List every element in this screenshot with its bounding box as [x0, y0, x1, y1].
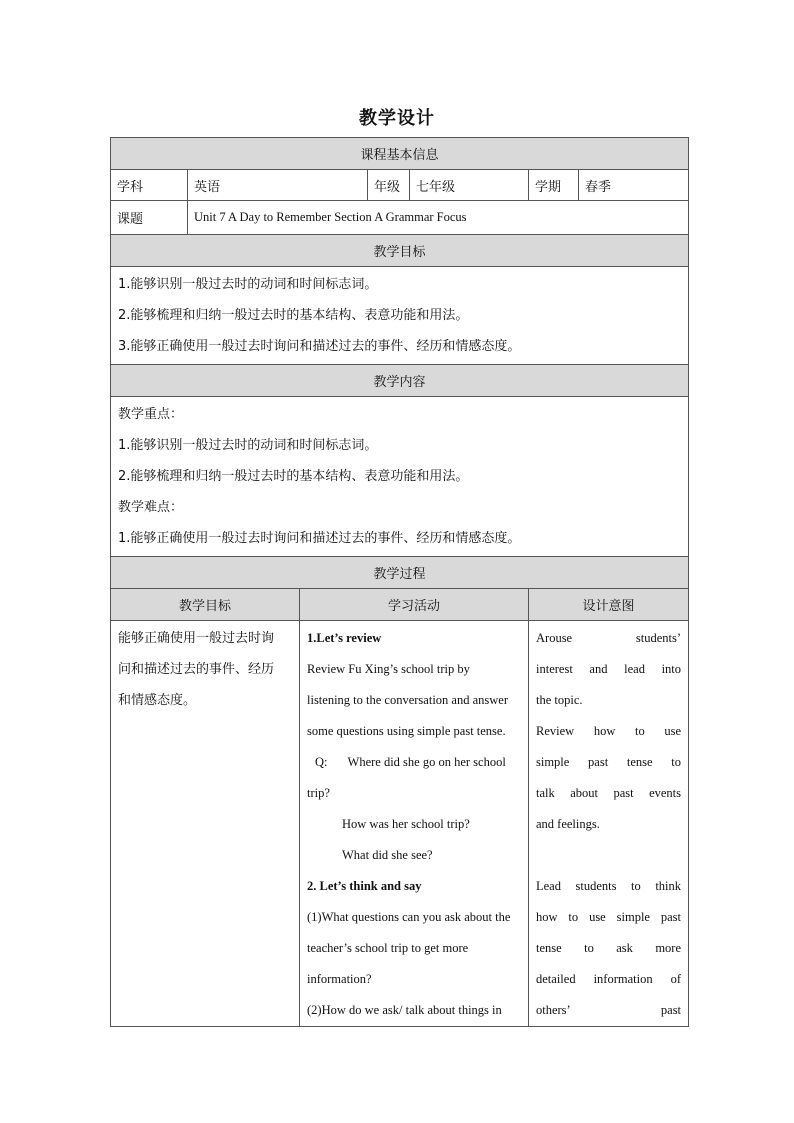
topic-label: 课题 [111, 201, 188, 235]
difficulty-item: 1.能够正确使用一般过去时询问和描述过去的事件、经历和情感态度。 [118, 531, 521, 546]
objective-item: 3.能够正确使用一般过去时询问和描述过去的事件、经历和情感态度。 [118, 339, 521, 354]
question-1-continued: trip? [307, 786, 330, 800]
objectives-list [111, 267, 689, 365]
intent-line: Arouse students’ [536, 631, 682, 645]
key-point-item: 1.能够识别一般过去时的动词和时间标志词。 [118, 438, 378, 453]
step2-title: 2. Let’s think and say [307, 879, 422, 893]
key-point-item: 2.能够梳理和归纳一般过去时的基本结构、表意功能和用法。 [118, 469, 469, 484]
process-col-activity: 学习活动 [300, 589, 529, 621]
process-col-goal: 教学目标 [111, 589, 300, 621]
process-header: 教学过程 [111, 557, 689, 589]
activity-line: listening to the conversation and answer [307, 693, 508, 707]
activity-line: Review Fu Xing’s school trip by [307, 662, 470, 676]
intent-line: tense to ask more [536, 941, 682, 955]
question-3: What did she see? [342, 848, 433, 862]
intent-line: interest and lead into [536, 662, 682, 676]
content-body [111, 397, 689, 557]
objectives-header: 教学目标 [111, 235, 689, 267]
grade-label: 年级 [368, 170, 410, 201]
activity-line: teacher’s school trip to get more [307, 941, 469, 955]
intent-line: Lead students to think [536, 879, 682, 893]
basic-info-header: 课程基本信息 [111, 138, 689, 170]
intent-line: others’ past [536, 1003, 682, 1017]
subject-value: 英语 [188, 170, 368, 201]
intent-line: detailed information of [536, 972, 682, 986]
grade-value: 七年级 [410, 170, 529, 201]
intent-line: Review how to use [536, 724, 682, 738]
question-label: Q: [315, 755, 328, 769]
question-2: How was her school trip? [342, 817, 470, 831]
document-title: 教学设计 [359, 108, 435, 129]
intent-line: simple past tense to [536, 755, 682, 769]
term-value: 春季 [579, 170, 689, 201]
process-col-intent: 设计意图 [529, 589, 689, 621]
objective-item: 1.能够识别一般过去时的动词和时间标志词。 [118, 277, 378, 292]
process-goal-cell [111, 621, 300, 1027]
activity-line: (1)What questions can you ask about the [307, 910, 511, 924]
question-line [307, 747, 521, 778]
question-1: Where did she go on her school [347, 755, 506, 769]
intent-line: talk about past events [536, 786, 682, 800]
goal-line: 能够正确使用一般过去时询 [118, 631, 275, 646]
activity-line: (2)How do we ask/ talk about things in [307, 1003, 502, 1017]
goal-line: 问和描述过去的事件、经历 [118, 662, 275, 677]
content-header: 教学内容 [111, 365, 689, 397]
process-intent-cell [529, 621, 689, 1027]
term-label: 学期 [529, 170, 579, 201]
process-activity-cell [300, 621, 529, 1027]
subject-label: 学科 [111, 170, 188, 201]
intent-line: how to use simple past [536, 910, 682, 924]
activity-line: information? [307, 972, 372, 986]
key-points-label: 教学重点： [118, 407, 184, 422]
intent-line: the topic. [536, 693, 583, 707]
lesson-plan-table [110, 137, 689, 1027]
activity-line: some questions using simple past tense. [307, 724, 506, 738]
intent-line: and feelings. [536, 817, 600, 831]
topic-value: Unit 7 A Day to Remember Section A Grammar Focus [188, 201, 689, 235]
objective-item: 2.能够梳理和归纳一般过去时的基本结构、表意功能和用法。 [118, 308, 469, 323]
step1-title: 1.Let’s review [307, 631, 382, 645]
goal-line: 和情感态度。 [118, 693, 197, 708]
difficulties-label: 教学难点： [118, 500, 184, 515]
